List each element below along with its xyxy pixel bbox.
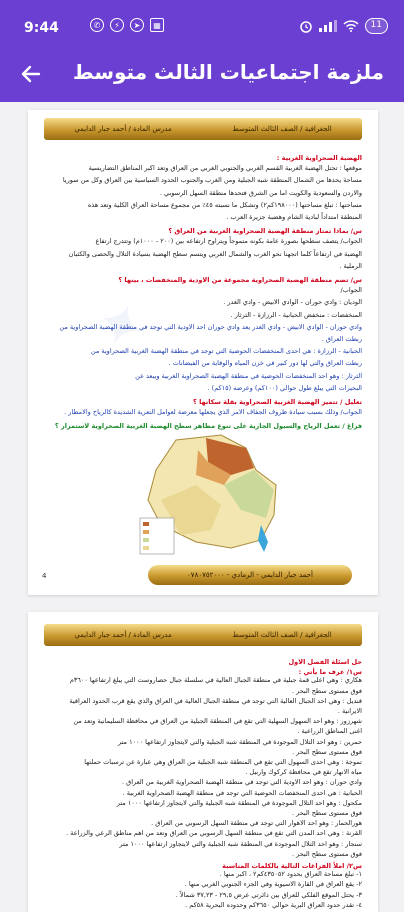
text-line: سنجار : وهو احد التلال الموجودة في المنطقة شبه الجبلية والتي لايتجاوز ارتفاعها ١٠٠٠ متر — [119, 839, 362, 848]
text-line: شهرزور : وهو احد السهول السهلية التي تقع في المنطقة الجبلية من العراق في محافظة السليمانية وتعد من — [73, 717, 362, 726]
text-line: فوق مستوى سطح البحر . — [291, 747, 362, 756]
text-line: البحيرات التي يبلغ طول حوالي (١٠٠كم) وعرضه (١٥كم) . — [207, 383, 362, 392]
text-line: ٤- تقدر حدود العراق البرية حوالي ٣٦٥٠كم وحدوده البحرية ٥٨كم . — [185, 900, 362, 909]
text-line: القرنة : وهي احد المدن التي تقع في منطقة السهل الرسوبي من العراق وتعد من اهم مناطق الرعي والزراعة . — [66, 829, 362, 838]
wifi-icon — [343, 20, 359, 32]
text-line: هورالحمار : وهو احد الاهوار التي توجد في منطقة السهل الرسوبي من العراق . — [151, 819, 362, 828]
text-line: المنطقة امتداداً لبادية الشام وهضبة جزيرة العرب . — [226, 213, 362, 221]
header-subject: الجغرافية / الصف الثالث المتوسط — [232, 631, 332, 639]
document-page — [28, 612, 378, 912]
text-line: اغنى المناطق الزراعية . — [297, 727, 362, 736]
text-line: الجواب/ وذلك بسبب سيادة ظروف الجفاف الامر الذي يجعلها معرضة لعوامل التعرية الشديدة كالرياح والامطار . — [64, 408, 362, 417]
text-line: الحبانية - الرزازة : هي احدى المنخفضات الحوضية التي توجد في منطقة الهضبة الغربية الصحراوية من — [90, 347, 362, 356]
text-line: مياه الانهار تقع في محافظة كركوك واربيل . — [245, 768, 362, 777]
text-line: المنخفضات : منخفض الحبانية - الرزازة - الثرثار . — [230, 310, 362, 319]
text-line: حل اسئلة الفصل الاول — [288, 658, 362, 666]
header-teacher: مدرس المادة / أحمد جبار الدايمي — [74, 125, 172, 133]
text-line: فوق مستوى سطح البحر . — [291, 686, 362, 695]
text-line: الجواب/ يتصف سطحها بصورة عامة بكونه متموجاً ويتراوح ارتفاعه بين (٢٠٠ - ١٠٠٠م) وتتدرج ارتفاع — [95, 237, 362, 246]
text-line: تموجة : وهي احدى السهول التي تقع في المنطقة شبه الجبلية من العراق وهي عبارة عن ترسبات حملتها — [84, 758, 362, 766]
text-line: س/ تضم منطقة الهضبة الصحراوية مجموعة من الاودية والمنخفضات ، بينها ؟ — [118, 276, 362, 284]
text-line: الثرثار : وهو احد المنخفضات الحوضية في منطقة الهضبة الصحراوية الغربية ويبعد عن — [135, 371, 362, 380]
text-line: تعليل / تتميز الهضبة الغربية الصحراوية بقلة سكانها ؟ — [193, 398, 362, 406]
text-line: الرملية . — [339, 261, 362, 270]
document-page — [28, 110, 378, 595]
watermark: ✦ — [81, 289, 165, 361]
alarm-icon — [299, 19, 313, 33]
text-line: مساحتها : تبلغ مساحتها (١٩٨٠٠٠كم٢) وتشكل ما نسبته ٤٥٪ من مجموع مساحة العراق الكلية وتعد هذه — [87, 200, 362, 209]
text-line: هكاري : وهي اعلى قمة جبلية في منطقة الجبال العالية في سلسلة جبال حصاروست التي يبلغ ارتفاعها ٣٦٠٠م — [69, 676, 362, 685]
text-line: مكحول : وهو احد التلال الموجودة في المنطقة شبه الجبلية والتي لايتجاوز ارتفاعها ١٠٠٠ متر — [116, 798, 362, 807]
back-button[interactable] — [12, 56, 48, 92]
text-line: ٢- يقع العراق في القارة الاسيوية وفي الجزء الجنوبي الغربي منها . — [184, 880, 362, 889]
text-line: ١- تبلغ مساحة العراق بحدود ٤٣٥٠٥٢كم٢ ، اكبر منها . — [219, 870, 362, 879]
battery-indicator: 11 — [365, 18, 388, 34]
footer-text: أحمد جبار الدايمي - الرمادي - ٠٧٨٠٧٥٢٠٠٠ — [187, 571, 313, 579]
text-line: فراغ / تعمل الرياح والسيول الجارية على تنوع مظاهر سطح الهضبة الغربية الصحراوية لاستمرار ؟ — [54, 422, 362, 431]
text-line: الجواب/ — [340, 286, 362, 295]
text-line: وادي حوران : وهو احد الاودية التي توجد في منطقة الهضبة الصحراوية الغربية من العراق . — [122, 778, 362, 787]
signal-icon — [319, 20, 337, 32]
telegram-icon: ➤ — [130, 18, 144, 32]
whatsapp-icon: ✆ — [90, 18, 104, 32]
page-number: 4 — [42, 572, 47, 580]
notification-icons — [90, 18, 164, 32]
sim-icon: ▦ — [150, 18, 164, 32]
text-line: وادي حوران - الوادي الابيض - وادي الغدر يعد وادي حوران احد الاودية التي توجد في منطقة الهضبة الصحراوية من — [59, 322, 362, 331]
header-teacher: مدرس المادة / أحمد جبار الدايمي — [74, 631, 172, 639]
text-line: مساحة يحدها من الشمال المنطقة شبه الجبلية ومن الغرب والجنوب الحدود السياسية بين العراق وكل من سوريا — [62, 176, 362, 185]
header-subject: الجغرافية / الصف الثالث المتوسط — [232, 125, 332, 133]
text-line: س٢/ املأ الفراغات التالية بالكلمات المناسبة — [222, 862, 362, 870]
status-right — [299, 18, 388, 34]
app-bar — [0, 46, 404, 102]
text-line: قنديل : وهي احد الجبال العالية التي توجد في منطقة الجبال العالية في العراق والذي يقع قرب الحدود العراقية — [69, 696, 362, 705]
status-time: 9:44 — [24, 20, 59, 36]
text-line: س١/ عرف ما يأتي : — [298, 668, 362, 677]
page-header-banner — [44, 624, 362, 646]
page-header-banner — [44, 118, 362, 140]
text-line: الهضبة الصحراوية الغربية : — [276, 154, 362, 162]
app-title: ملزمة اجتماعيات الثالث متوسط — [72, 60, 384, 84]
text-line: الحبانية : هي احدى المنخفضات الحوضية التي توجد في منطقة الهضبة الصحراوية الغربية . — [122, 788, 362, 797]
iraq-map-image — [136, 430, 286, 560]
text-line: ٣- يحتل الموقع الفلكي للعراق بين دائرتي عرض ٢٩,٥ - ٣٧,٢٣ شمالاً . — [175, 890, 362, 899]
document-viewer[interactable] — [0, 102, 404, 909]
page-footer-banner — [148, 565, 352, 585]
text-line: ربطت العراق . — [321, 335, 362, 343]
text-line: ربطت العراق والتي لها دور كبير في خزن المياه والوقاية من الفيضانات . — [168, 359, 362, 368]
text-line: الايرانية . — [337, 707, 362, 715]
text-line: الوديان : وادي حوران - الوادي الابيض - وادي الغدر . — [223, 298, 362, 307]
text-line: الهضبة في ارتفاعاً كلما اتجهنا نحو الغرب والشمال الغربي ويتسم سطح الهضبة بسيادة التلال والحصى والكثبان — [68, 249, 362, 258]
arrow-back-icon — [19, 63, 41, 85]
text-line: فوق مستوى سطح البحر . — [291, 809, 362, 817]
text-line: موقعها : تحتل الهضبة الغربية القسم الغربي والجنوبي الغربي من العراق وتعد اكبر المناطق التضاريسية — [88, 164, 362, 173]
text-line: فوق مستوى سطح البحر . — [291, 849, 362, 858]
messenger-icon: ⚡ — [110, 18, 124, 32]
text-line: والاردن والسعودية والكويت اما من الشرق فتحدها منطقة السهل الرسوبي . — [159, 188, 362, 197]
text-line: س/ بماذا تمتاز منطقة الهضبة الصحراوية الغربية من العراق ؟ — [168, 227, 362, 236]
text-line: حمرين : وهو احد التلال الموجودة في المنطقة شبه الجبلية والتي لايتجاوز ارتفاعها ١٠٠٠ متر — [117, 737, 362, 746]
